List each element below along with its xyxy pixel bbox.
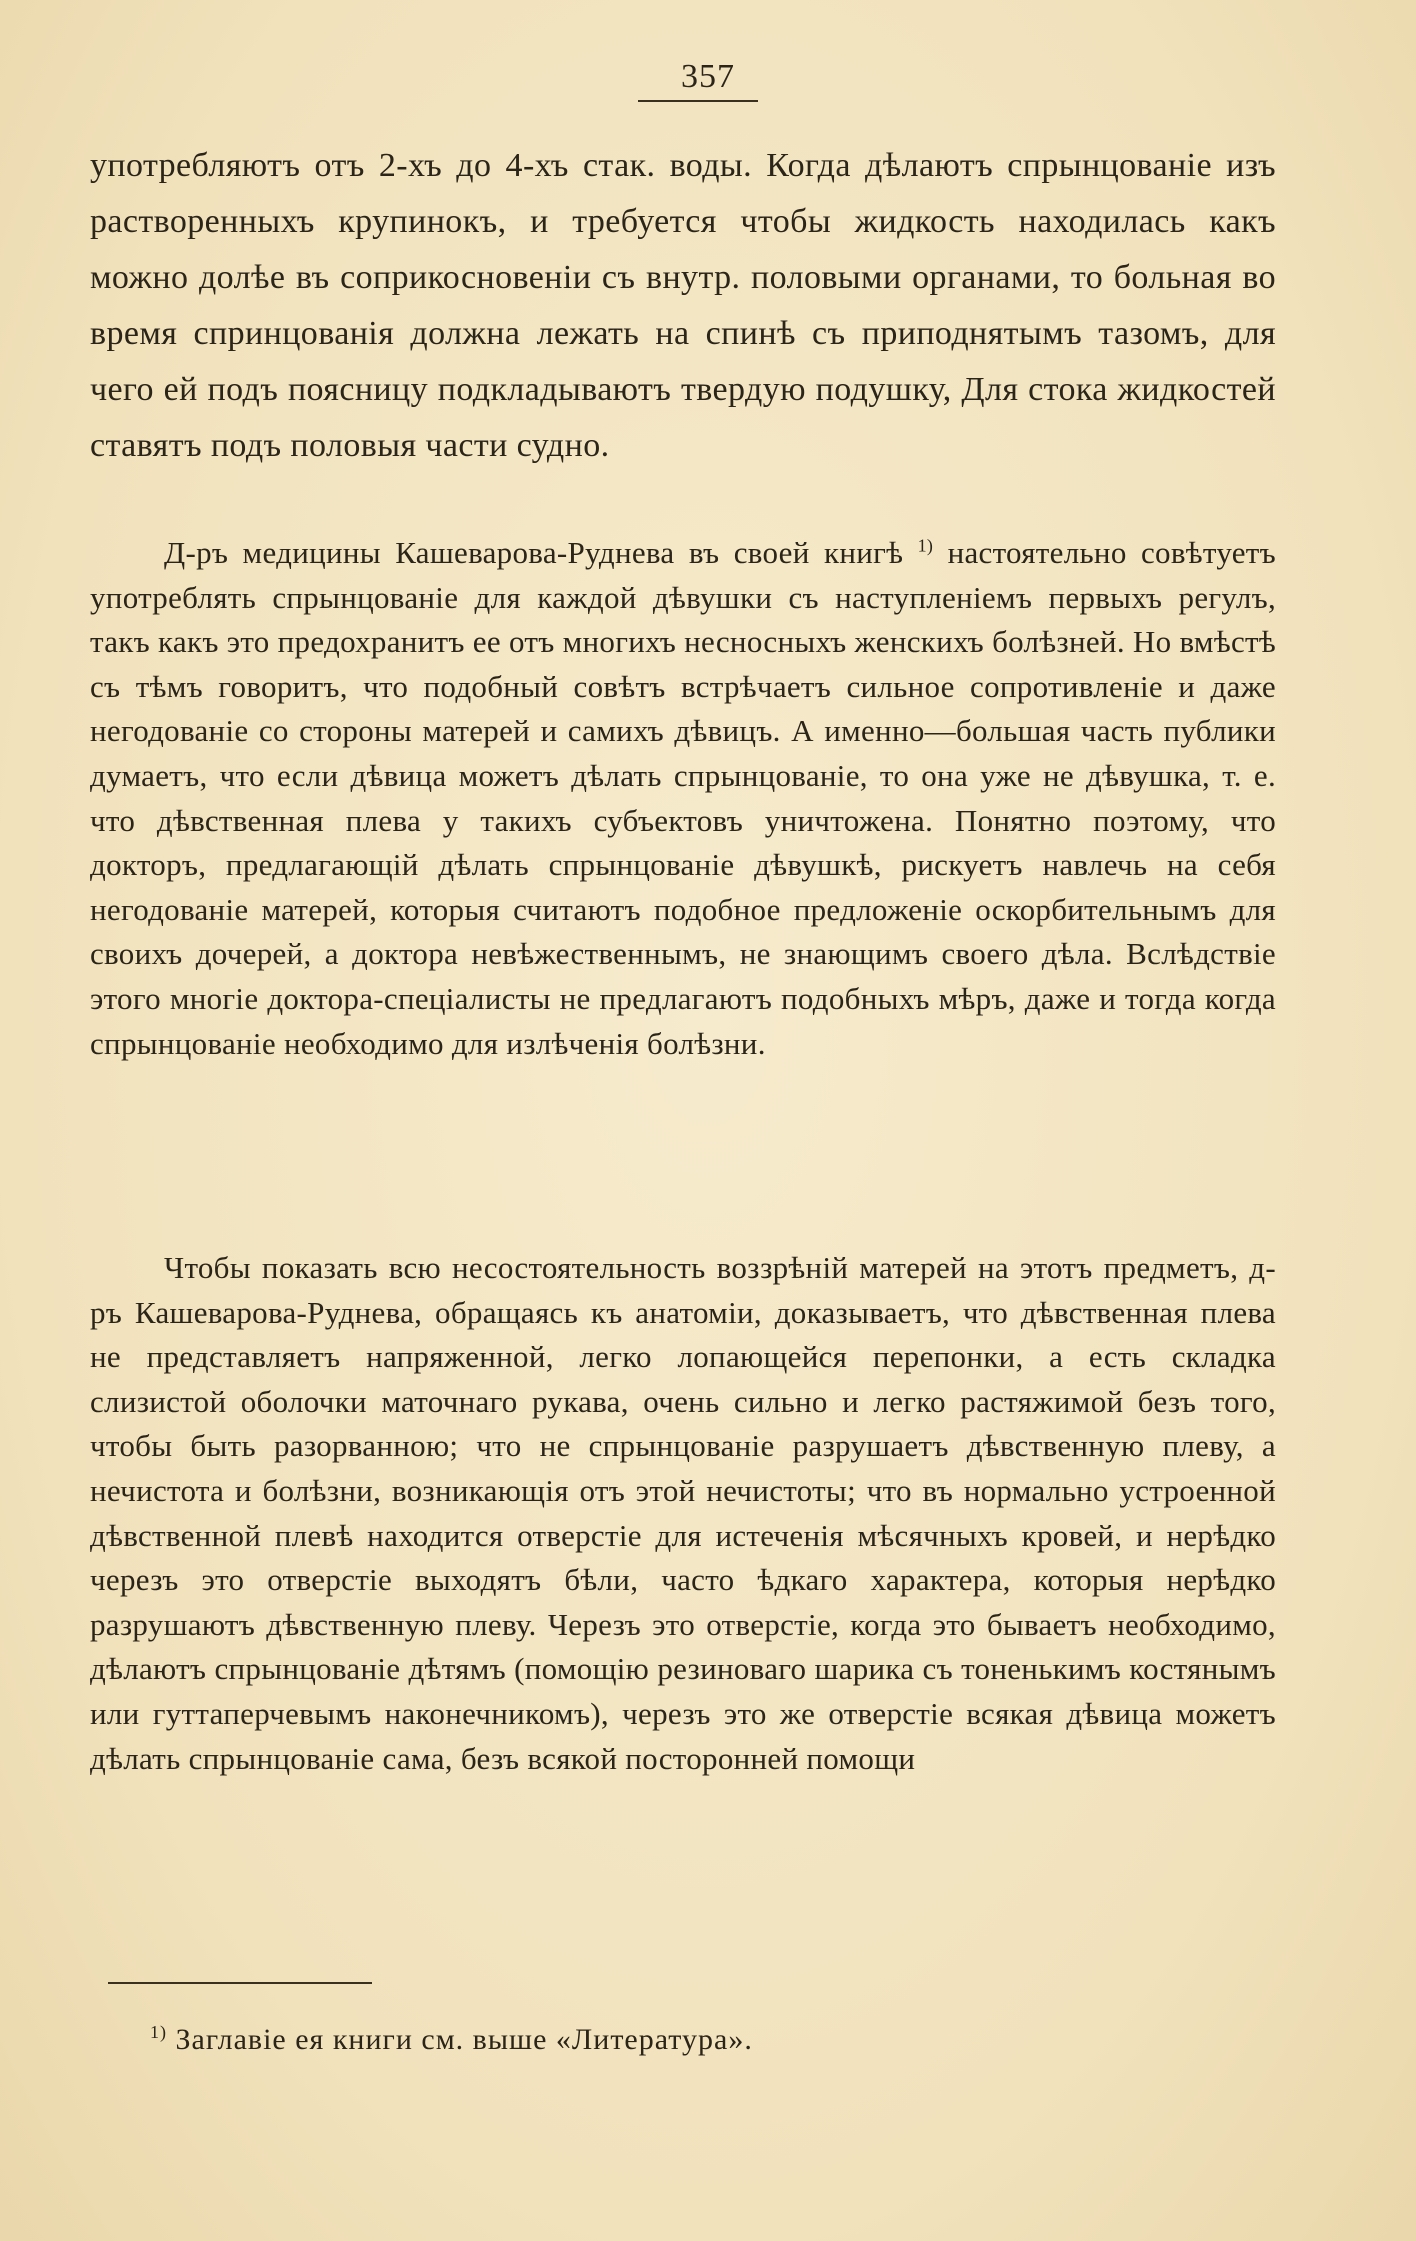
- page-number: 357: [681, 58, 735, 95]
- footnote: [150, 2022, 753, 2057]
- paragraph-2-body: настоятельно совѣтуетъ употреблять спрынцованіе для каждой дѣвушки съ наступленіемъ первыхъ регулъ, такъ какъ это предохранитъ ее отъ многихъ несносныхъ женскихъ болѣзней. Но вмѣстѣ съ тѣмъ говоритъ, что подобный совѣтъ встрѣчаетъ сильное сопротивленіе и даже негодованіе со стороны матерей и самихъ дѣвицъ. А именно—большая часть публики думаетъ, что если дѣвица можетъ дѣлать спрынцованіе, то она уже не дѣвушка, т. е. что дѣвственная плева у такихъ субъектовъ уничтожена. Понятно поэтому, что докторъ, предлагающій дѣлать спрынцованіе дѣвушкѣ, рискуетъ навлечь на себя негодованіе матерей, которыя считаютъ подобное предложеніе оскорбительнымъ для своихъ дочерей, а доктора невѣжественнымъ, не знающимъ своего дѣла. Вслѣдствіе этого многіе доктора-спеціалисты не предлагаютъ подобныхъ мѣръ, даже и тогда когда спрынцованіе необходимо для излѣченія болѣзни.: [90, 535, 1276, 1061]
- paragraph-3: Чтобы показать всю несостоятельность воззрѣній матерей на этотъ предметъ, д-ръ Кашеварова-Руднева, обращаясь къ анатоміи, доказываетъ, что дѣвственная плева не представляетъ напряженной, легко лопающейся перепонки, а есть складка слизистой оболочки маточнаго рукава, очень сильно и легко растяжимой безъ того, чтобы быть разорванною; что не спрынцованіе разрушаетъ дѣвственную плеву, а нечистота и болѣзни, возникающія отъ этой нечистоты; что въ нормально устроенной дѣвственной плевѣ находится отверстіе для истеченія мѣсячныхъ кровей, и нерѣдко черезъ это отверстіе выходятъ бѣли, часто ѣдкаго характера, которыя нерѣдко разрушаютъ дѣвственную плеву. Черезъ это отверстіе, когда это бываетъ необходимо, дѣлаютъ спрынцованіе дѣтямъ (помощію резиноваго шарика съ тоненькимъ костянымъ или гуттаперчевымъ наконечникомъ), черезъ это же отверстіе всякая дѣвица можетъ дѣлать спрынцованіе сама, безъ всякой посторонней помощи: [90, 1250, 1276, 1776]
- footnote-marker: 1): [150, 2022, 167, 2042]
- footnote-reference: 1): [917, 535, 934, 556]
- footnote-separator: [108, 1982, 372, 1984]
- paragraph-2: [90, 531, 1276, 1066]
- footnote-text: Заглавіе ея книги см. выше «Литература».: [167, 2023, 753, 2056]
- page-number-underline: [638, 100, 758, 102]
- paragraph-1: употребляютъ отъ 2-хъ до 4-хъ стак. воды. Когда дѣлаютъ спрынцованіе изъ растворенныхъ крупинокъ, и требуется чтобы жидкость находилась какъ можно долѣе въ соприкосновеніи съ внутр. половыми органами, то больная во время спринцованія должна лежать на спинѣ съ приподнятымъ тазомъ, для чего ей подъ поясницу подкладываютъ твердую подушку, Для стока жидкостей ставятъ подъ половыя части судно.: [90, 147, 1276, 464]
- paragraph-2-lead: Д-ръ медицины Кашеварова-Руднева въ своей книгѣ: [164, 535, 904, 570]
